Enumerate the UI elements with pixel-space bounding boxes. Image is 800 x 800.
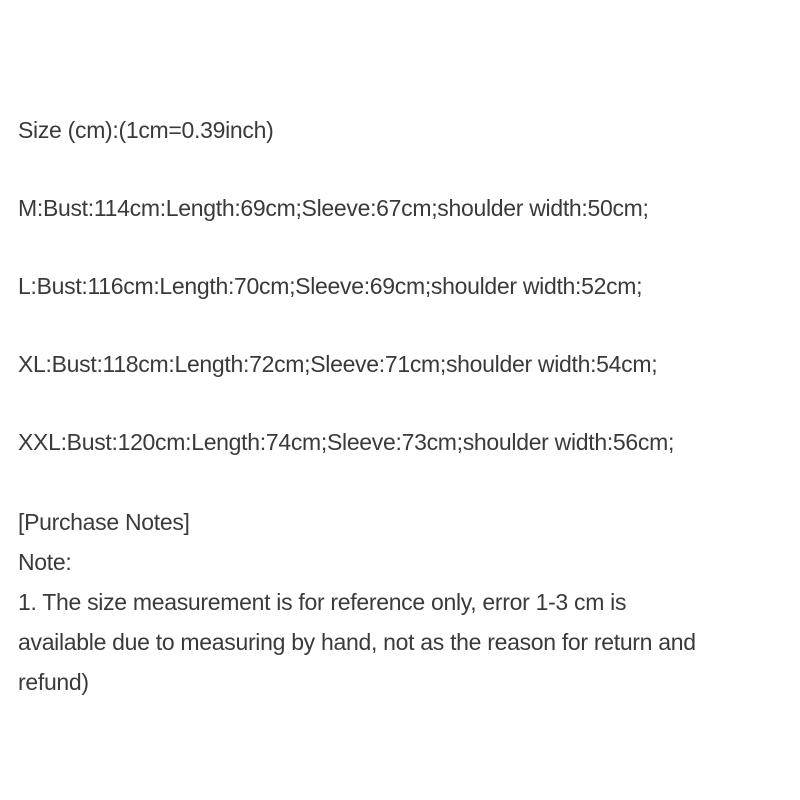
size-row-xxl: XXL:Bust:120cm:Length:74cm;Sleeve:73cm;shoulder width:56cm; (18, 429, 675, 455)
size-row-m: M:Bust:114cm:Length:69cm;Sleeve:67cm;shoulder width:50cm; (18, 195, 649, 221)
purchase-notes-title: [Purchase Notes] (18, 509, 190, 535)
note-line-3: refund) (18, 669, 89, 695)
purchase-notes (18, 502, 788, 702)
size-row-xl: XL:Bust:118cm:Length:72cm;Sleeve:71cm;shoulder width:54cm; (18, 351, 658, 377)
note-line-2: available due to measuring by hand, not as the reason for return and (18, 629, 696, 655)
note-label: Note: (18, 549, 72, 575)
size-row-l: L:Bust:116cm:Length:70cm;Sleeve:69cm;shoulder width:52cm; (18, 273, 643, 299)
size-header: Size (cm):(1cm=0.39inch) (18, 117, 274, 143)
note-line-1: 1. The size measurement is for reference only, error 1-3 cm is (18, 589, 627, 615)
